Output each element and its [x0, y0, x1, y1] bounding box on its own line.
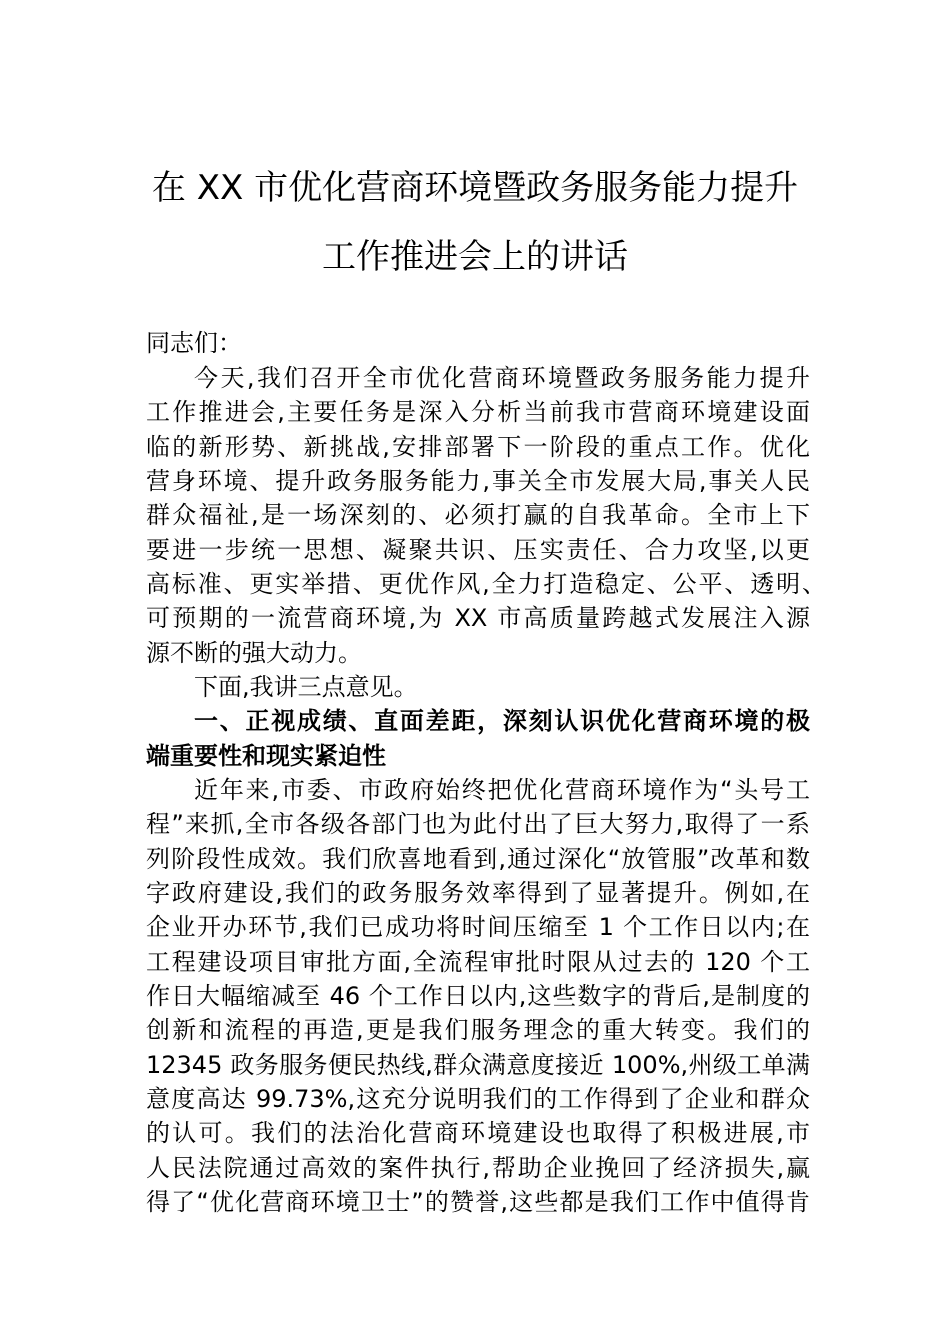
body-line: 今天,我们召开全市优化营商环境暨政务服务能力提升	[194, 364, 810, 392]
document-title-line-1: 在 XX 市优化营商环境暨政务服务能力提升	[151, 168, 799, 208]
body-line: 程”来抓,全市各级各部门也为此付出了巨大努力,取得了一系	[146, 810, 810, 838]
body-line: 人民法院通过高效的案件执行,帮助企业挽回了经济损失,赢	[146, 1154, 810, 1182]
body-line: 营身环境、提升政务服务能力,事关全市发展大局,事关人民	[146, 467, 810, 495]
body-line: 作日大幅缩减至 46 个工作日以内,这些数字的背后,是制度的	[146, 982, 810, 1010]
body-line: 工程建设项目审批方面,全流程审批时限从过去的 120 个工	[146, 948, 810, 976]
body-line: 临的新形势、新挑战,安排部署下一阶段的重点工作。优化	[146, 433, 810, 461]
body-line: 得了“优化营商环境卫士”的赞誉,这些都是我们工作中值得肯	[146, 1188, 810, 1216]
section-heading: 端重要性和现实紧迫性	[146, 742, 386, 770]
salutation: 同志们：	[146, 329, 242, 357]
body-line: 12345 政务服务便民热线,群众满意度接近 100%,州级工单满	[146, 1051, 810, 1079]
body-line: 下面,我讲三点意见。	[194, 673, 418, 701]
document-title-line-2: 工作推进会上的讲话	[322, 237, 628, 277]
body-line: 高标准、更实举措、更优作风,全力打造稳定、公平、透明、	[146, 570, 826, 598]
body-line: 的认可。我们的法治化营商环境建设也取得了积极进展,市	[146, 1119, 810, 1147]
body-line: 列阶段性成效。我们欣喜地看到,通过深化“放管服”改革和数	[146, 845, 810, 873]
body-line: 源不断的强大动力。	[146, 639, 362, 667]
body-line: 意度高达 99.73%,这充分说明我们的工作得到了企业和群众	[146, 1085, 810, 1113]
body-line: 群众福祉,是一场深刻的、必须打赢的自我革命。全市上下	[146, 501, 810, 529]
body-line: 字政府建设,我们的政务服务效率得到了显著提升。例如,在	[146, 879, 810, 907]
body-line: 可预期的一流营商环境,为 XX 市高质量跨越式发展注入源	[146, 604, 810, 632]
body-line: 企业开办环节,我们已成功将时间压缩至 1 个工作日以内;在	[146, 913, 810, 941]
body-line: 工作推进会,主要任务是深入分析当前我市营商环境建设面	[146, 398, 810, 426]
body-line: 创新和流程的再造,更是我们服务理念的重大转变。我们的	[146, 1016, 810, 1044]
section-heading: 一、正视成绩、直面差距，深刻认识优化营商环境的极	[194, 707, 810, 735]
body-line: 要进一步统一思想、凝聚共识、压实责任、合力攻坚,以更	[146, 536, 810, 564]
body-line: 近年来,市委、市政府始终把优化营商环境作为“头号工	[194, 776, 810, 804]
